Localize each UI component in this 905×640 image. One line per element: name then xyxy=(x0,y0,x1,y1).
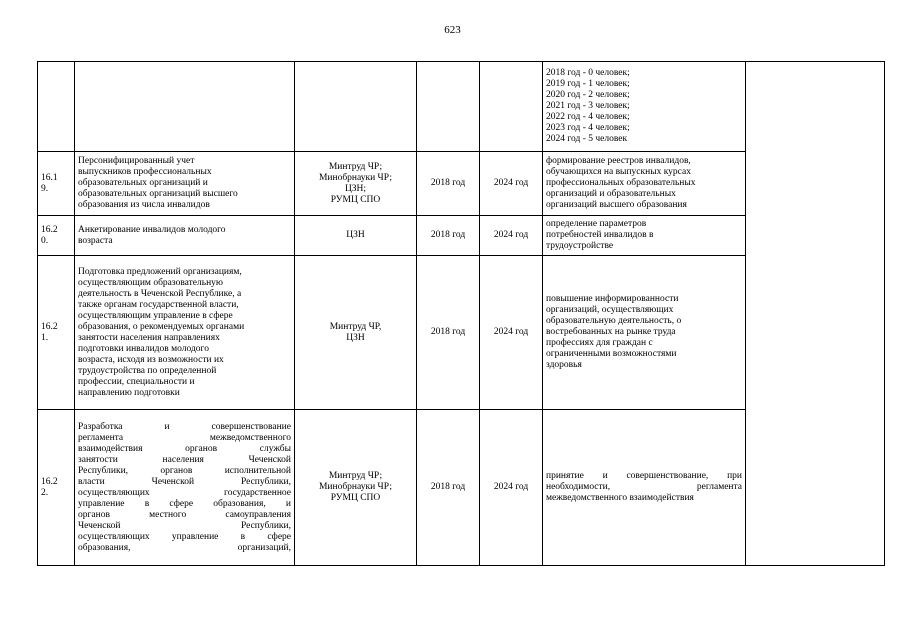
cell-executor xyxy=(295,410,417,566)
text-line: организаций и образовательных xyxy=(546,189,676,199)
text-line: занятости населения Чеченской xyxy=(78,454,291,465)
text-line: РУМЦ СПО xyxy=(330,194,381,205)
text-line: необходимости, регламента xyxy=(546,482,742,492)
text-line: организаций высшего образования xyxy=(546,200,687,210)
cell-result xyxy=(543,256,746,410)
cell-description xyxy=(75,62,295,152)
text-line: Разработка и совершенствование xyxy=(78,421,291,432)
text-line: Минобрнауки ЧР; xyxy=(318,172,393,183)
text-line: осуществляющих управление в сфере xyxy=(78,531,291,542)
cell-note xyxy=(746,62,885,566)
text-line: трудоустройства по определенной xyxy=(78,365,217,376)
cell-result xyxy=(543,410,746,566)
text-line: принятие и совершенствование, при xyxy=(546,471,742,481)
cell-start: 2018 год xyxy=(417,256,480,410)
text-line: профессиональных образовательных xyxy=(546,178,696,188)
text-line: возраста, исходя из возможности их xyxy=(78,354,224,365)
text-line: ЦЗН; xyxy=(344,183,367,194)
text-line: образовательную деятельность, о xyxy=(546,316,682,326)
text-line: Республики, органов исполнительной xyxy=(78,465,291,476)
cell-start: 2018 год xyxy=(417,410,480,566)
cell-result xyxy=(543,216,746,256)
text-line: занятости населения направлениях xyxy=(78,332,220,343)
text-line: 0. xyxy=(41,235,49,246)
cell-start xyxy=(417,62,480,152)
text-line: Минтруд ЧР, xyxy=(329,321,382,332)
page-number: 623 xyxy=(444,24,461,36)
cell-executor xyxy=(295,62,417,152)
text-line: профессии, специальности и xyxy=(78,376,195,387)
text-line: также органам государственной власти, xyxy=(78,299,239,310)
text-line: 2018 год - 0 человек; xyxy=(546,68,630,78)
cell-number xyxy=(38,152,75,216)
text-line: образования, организаций, xyxy=(78,542,291,553)
text-line: 16.1 xyxy=(41,172,58,183)
text-line: определение параметров xyxy=(546,219,647,229)
text-line: 2020 год - 2 человек; xyxy=(546,90,630,100)
text-line: 2024 год - 5 человек xyxy=(546,134,628,144)
text-line: осуществляющим управление в сфере xyxy=(78,310,233,321)
cell-end: 2024 год xyxy=(480,216,543,256)
text-line: Анкетирование инвалидов молодого xyxy=(78,224,226,235)
text-line: повышение информированности xyxy=(546,294,679,304)
cell-start: 2018 год xyxy=(417,216,480,256)
cell-result xyxy=(543,62,746,152)
text-line: образования из числа инвалидов xyxy=(78,200,210,210)
text-line: 2023 год - 4 человек; xyxy=(546,123,630,133)
text-line: 2. xyxy=(41,487,49,498)
cell-description xyxy=(75,216,295,256)
text-line: Минобрнауки ЧР; xyxy=(318,482,393,492)
measures-table xyxy=(37,61,885,566)
text-line: 1. xyxy=(41,332,49,343)
text-line: потребностей инвалидов в xyxy=(546,230,654,240)
text-line: востребованных на рынке труда xyxy=(546,327,676,337)
text-line: 2022 год - 4 человек; xyxy=(546,112,630,122)
cell-description xyxy=(75,152,295,216)
cell-end: 2024 год xyxy=(480,152,543,216)
text-line: Подготовка предложений организациям, xyxy=(78,266,242,277)
text-line: органов местного самоуправления xyxy=(78,509,291,520)
cell-end: 2024 год xyxy=(480,256,543,410)
text-line: подготовки инвалидов молодого xyxy=(78,343,209,354)
cell-result xyxy=(543,152,746,216)
text-line: 2021 год - 3 человек; xyxy=(546,101,630,111)
text-line: Минтруд ЧР; xyxy=(328,471,383,481)
cell-number xyxy=(38,410,75,566)
text-line: деятельность в Чеченской Республике, а xyxy=(78,288,242,299)
cell-end: 2024 год xyxy=(480,410,543,566)
text-line: РУМЦ СПО xyxy=(330,493,381,503)
text-line: организаций, осуществляющих xyxy=(546,305,674,315)
text-line: взаимодействия органов службы xyxy=(78,443,291,454)
cell-number xyxy=(38,216,75,256)
text-line: управление в сфере образования, и xyxy=(78,498,291,509)
text-line: Персонифицированный учет xyxy=(78,156,195,166)
text-line: 16.2 xyxy=(41,224,58,235)
text-line: образовательных организаций и xyxy=(78,178,208,188)
cell-description xyxy=(75,256,295,410)
text-line: осуществляющим образовательную xyxy=(78,277,224,288)
cell-start: 2018 год xyxy=(417,152,480,216)
text-line: 16.2 xyxy=(41,476,58,487)
text-line: Минтруд ЧР; xyxy=(328,161,383,172)
text-line: осуществляющих государственное xyxy=(78,487,291,498)
text-line: 2019 год - 1 человек; xyxy=(546,79,630,89)
text-line: 9. xyxy=(41,183,49,194)
cell-description xyxy=(75,410,295,566)
cell-executor xyxy=(295,216,417,256)
text-line: здоровья xyxy=(546,360,582,370)
cell-executor xyxy=(295,256,417,410)
cell-number xyxy=(38,256,75,410)
cell-executor xyxy=(295,152,417,216)
text-line: образовательных организаций высшего xyxy=(78,189,238,199)
text-line: межведомственного взаимодействия xyxy=(546,493,694,503)
text-line: власти Чеченской Республики, xyxy=(78,476,291,487)
text-line: образования, о рекомендуемых органами xyxy=(78,321,245,332)
text-line: трудоустройстве xyxy=(546,241,614,251)
text-line: регламента межведомственного xyxy=(78,432,291,443)
table-row xyxy=(38,62,885,152)
text-line: ЦЗН xyxy=(346,230,365,240)
text-line: 16.2 xyxy=(41,321,58,332)
text-line: выпускников профессиональных xyxy=(78,167,212,177)
text-line: возраста xyxy=(78,235,113,246)
text-line: формирование реестров инвалидов, xyxy=(546,156,691,166)
text-line: направлению подготовки xyxy=(78,387,180,398)
cell-number xyxy=(38,62,75,152)
text-line: ограниченными возможностями xyxy=(546,349,677,359)
text-line: ЦЗН xyxy=(346,332,365,343)
text-line: обучающихся на выпускных курсах xyxy=(546,167,691,177)
text-line: профессиях для граждан с xyxy=(546,338,653,348)
cell-end xyxy=(480,62,543,152)
text-line: Чеченской Республики, xyxy=(78,520,291,531)
